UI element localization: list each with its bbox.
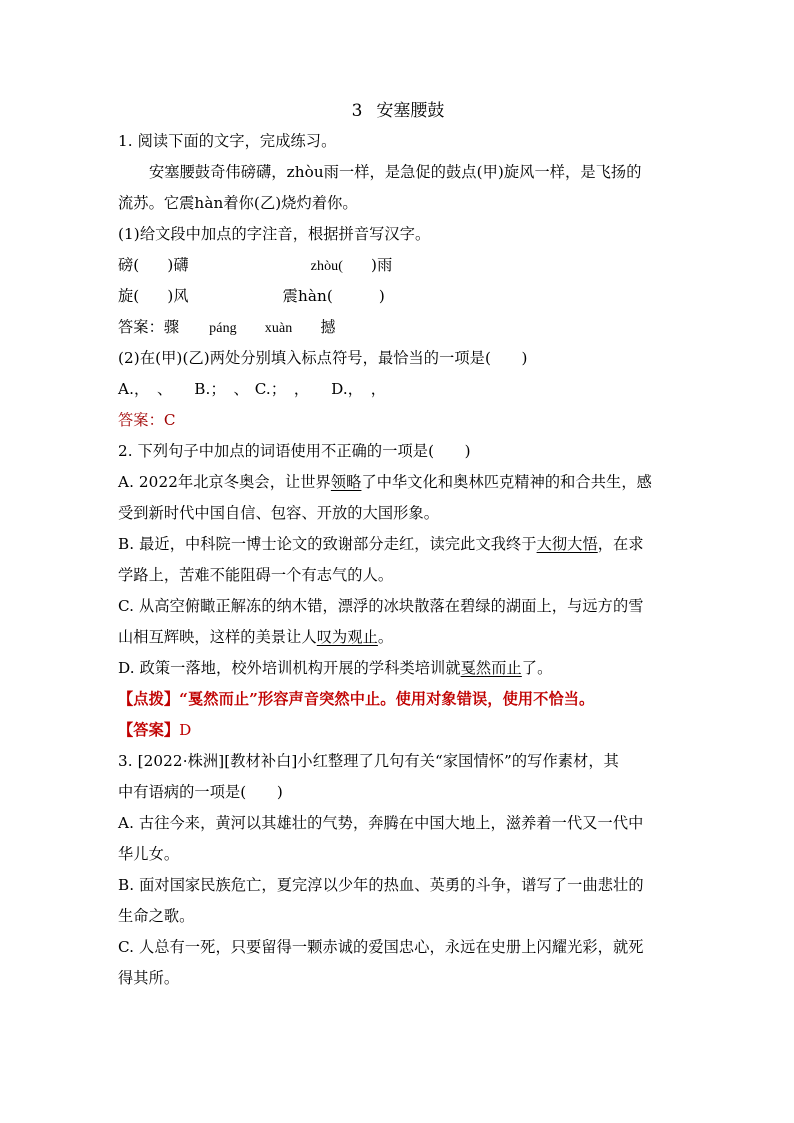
option-b-label: B.: [194, 380, 211, 398]
answer-label: 答案：: [118, 318, 164, 336]
answer-value: D: [179, 721, 192, 739]
hint-text: “戛然而止”形容声音突然中止。使用对象错误，使用不恰当。: [179, 690, 595, 708]
q3-stem-line-2: 中有语病的一项是( ): [118, 783, 283, 801]
dotted-word: 大彻大悟: [536, 535, 598, 553]
q1-sub1-prompt: (1)给文段中加点的字注音，根据拼音写汉字。: [118, 225, 431, 243]
blank-han-post: ): [378, 287, 385, 305]
q2-hint: [118, 684, 678, 715]
q2-stem: 2. 下列句子中加点的词语使用不正确的一项是( ): [118, 442, 471, 460]
option-d-label: D.: [331, 380, 348, 398]
q1-stem: 1. 阅读下面的文字，完成练习。: [118, 132, 337, 150]
answer-item-2: páng: [209, 321, 237, 336]
q3-option-c-line-1: C. 人总有一死，只要留得一颗赤诚的爱国忠心，永远在史册上闪耀光彩，就死: [118, 938, 644, 956]
dotted-word: 领略: [330, 473, 362, 491]
option-c-label: C.: [254, 380, 271, 398]
q2-answer: [118, 715, 678, 746]
option-b-value: ； 、: [210, 380, 249, 398]
blank-han-pre: 震hàn(: [282, 287, 333, 305]
dotted-word: 戛然而止: [460, 659, 522, 677]
q2-option-a-line-1: [118, 467, 678, 498]
q1-passage-line-1: 安塞腰鼓奇伟磅礴，zhòu雨一样，是急促的鼓点(甲)旋风一样，是飞扬的: [149, 163, 642, 181]
hint-label: 【点拨】: [118, 690, 180, 708]
lesson-title: 安塞腰鼓: [376, 101, 445, 121]
q1-sub2-prompt: (2)在(甲)(乙)两处分别填入标点符号，最恰当的一项是( ): [118, 349, 528, 367]
q3-option-b-line-2: 生命之歌。: [118, 907, 195, 925]
q2-option-d-line-1: [118, 653, 678, 684]
q2-option-b-line-1: [118, 529, 678, 560]
blank-zhou-post: )雨: [371, 256, 393, 274]
q2-option-c-line-1: C. 从高空俯瞰正解冻的纳木错，漂浮的冰块散落在碧绿的湖面上，与远方的雪: [118, 597, 644, 615]
blank-xuan-pre: 旋(: [118, 287, 140, 305]
option-text: A. 2022年北京冬奥会，让世界: [118, 473, 331, 491]
option-d-value: ， ，: [347, 380, 387, 398]
option-text: D. 政策一落地，校外培训机构开展的学科类培训就: [118, 659, 461, 677]
q2-option-a-line-2: 受到新时代中国自信、包容、开放的大国形象。: [118, 504, 440, 522]
answer-label: 【答案】: [118, 721, 180, 739]
page-title: [118, 96, 678, 126]
option-c-value: ； ，: [270, 380, 310, 398]
blank-xuan-post: )风: [167, 287, 189, 305]
option-text: 。: [377, 628, 394, 646]
blank-zhou-pre: zhòu(: [310, 259, 344, 274]
answer-item-1: 骤: [163, 318, 180, 336]
q2-option-b-line-2: 学路上，苦难不能阻碍一个有志气的人。: [118, 566, 394, 584]
q1-sub1-row1: [118, 250, 678, 281]
blank-pang-post: )礴: [167, 256, 189, 274]
option-text: 了。: [521, 659, 553, 677]
option-text: 山相互辉映，这样的美景让人: [118, 628, 317, 646]
document-page: [118, 96, 678, 994]
lesson-number: 3: [351, 101, 363, 121]
q1-sub2-answer: 答案：C: [118, 411, 176, 429]
q1-sub2-options: [118, 374, 678, 405]
q3-stem-line-1: 3. [2022·株洲][教材补白]小红整理了几句有关“家国情怀”的写作素材，其: [118, 752, 619, 770]
q1-sub1-row2: [118, 281, 678, 312]
q3-option-a-line-2: 华儿女。: [118, 845, 180, 863]
answer-item-3: xuàn: [264, 321, 293, 336]
option-a-label: A.: [118, 380, 134, 398]
q2-option-c-line-2: [118, 622, 678, 653]
answer-item-4: 撼: [320, 318, 336, 336]
option-a-value: ， 、: [134, 380, 173, 398]
dotted-word: 叹为观止: [316, 628, 378, 646]
q1-sub1-answer: [118, 312, 678, 343]
q3-option-b-line-1: B. 面对国家民族危亡，夏完淳以少年的热血、英勇的斗争，谱写了一曲悲壮的: [118, 876, 644, 894]
blank-pang-pre: 磅(: [118, 256, 140, 274]
q3-option-a-line-1: A. 古往今来，黄河以其雄壮的气势，奔腾在中国大地上，滋养着一代又一代中: [118, 814, 644, 832]
q1-passage-line-2: 流苏。它震hàn着你(乙)烧灼着你。: [118, 194, 358, 212]
option-text: ，在求: [597, 535, 644, 553]
q3-option-c-line-2: 得其所。: [118, 969, 180, 987]
option-text: 了中华文化和奥林匹克精神的和合共生，感: [361, 473, 652, 491]
option-text: B. 最近，中科院一博士论文的致谢部分走红，读完此文我终于: [118, 535, 537, 553]
